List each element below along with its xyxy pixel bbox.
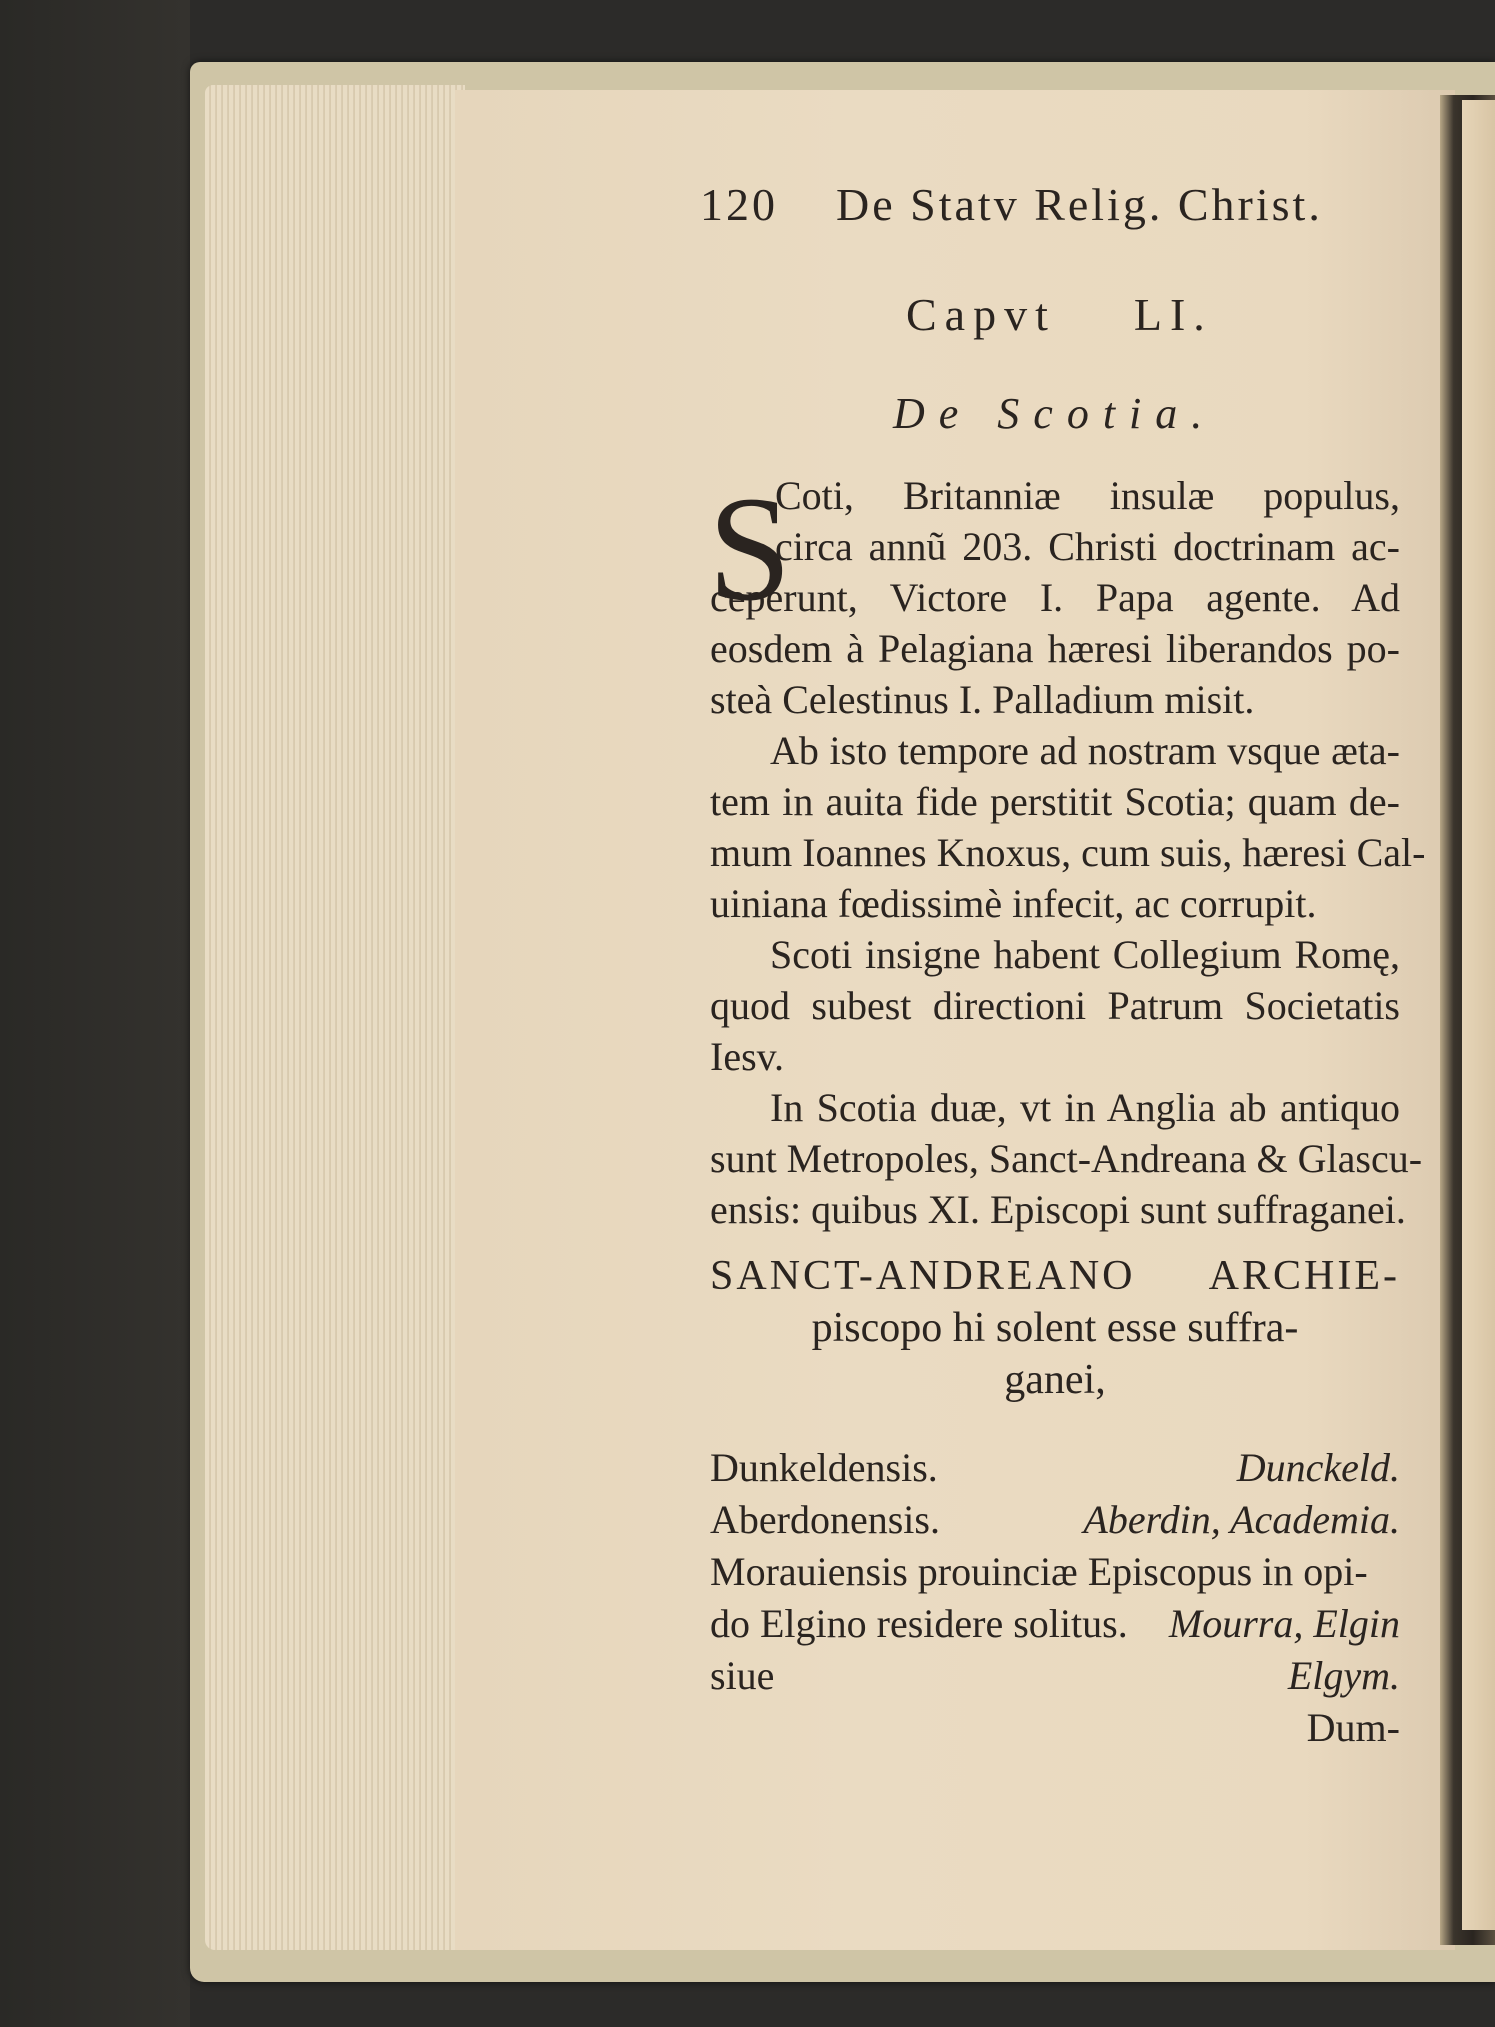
chapter-numeral: LI. — [1133, 289, 1213, 340]
diocese-vernacular: Aberdin, Academia. — [1083, 1497, 1400, 1542]
text-line: tem in auita fide perstitit Scotia; quam de- — [710, 779, 1400, 824]
text-line: ceperunt, Victore I. Papa agente. Ad — [710, 575, 1400, 620]
text-line: steà Celestinus I. Palladium misit. — [710, 677, 1255, 722]
paragraph-3 — [710, 929, 1400, 1082]
section-heading-line: SANCT-ANDREANO ARCHIE- — [710, 1253, 1400, 1299]
list-item — [710, 1546, 1400, 1598]
paragraph-1 — [708, 466, 1400, 725]
background — [0, 0, 190, 2027]
text-line: Scoti insigne habent Collegium Romę, — [770, 932, 1400, 977]
diocese-latin: Dunkeldensis. — [710, 1445, 938, 1490]
text-line: uiniana fœdissimè infecit, ac corrupit. — [710, 881, 1317, 926]
running-title: De Statv Relig. Christ. — [836, 179, 1323, 230]
chapter-word: Capvt — [906, 289, 1056, 340]
diocese-list — [710, 1442, 1400, 1754]
text-line: mum Ioannes Knoxus, cum suis, hæresi Cal- — [710, 830, 1426, 875]
page-number: 120 — [700, 179, 778, 230]
list-item — [710, 1494, 1400, 1546]
chapter-subtitle: De Scotia. — [893, 389, 1217, 438]
text-line: In Scotia duæ, vt in Anglia ab antiquo — [770, 1085, 1400, 1130]
drop-capital: S — [708, 466, 792, 632]
diocese-latin: siue — [710, 1653, 775, 1698]
section-heading-line: ganei, — [1004, 1357, 1106, 1403]
list-item — [710, 1442, 1400, 1494]
section-heading — [710, 1250, 1400, 1406]
text-line: quod subest directioni Patrum Societatis — [710, 983, 1400, 1028]
page-edges — [205, 85, 465, 1950]
paragraph-2 — [710, 725, 1426, 929]
facing-page-edge — [1462, 100, 1495, 1930]
catchword: Dum- — [1306, 1705, 1400, 1750]
list-item — [710, 1598, 1400, 1650]
diocese-latin: Aberdonensis. — [710, 1497, 940, 1542]
text-line: ensis: quibus XI. Episcopi sunt suffraganei. — [710, 1187, 1406, 1232]
text-line: Coti, Britanniæ insulæ populus, — [775, 473, 1400, 518]
diocese-latin: do Elgino residere solitus. — [710, 1601, 1128, 1646]
paragraph-4 — [710, 1082, 1423, 1235]
text-line: circa annũ 203. Christi doctrinam ac- — [775, 524, 1400, 569]
text-line: eosdem à Pelagiana hæresi liberandos po- — [710, 626, 1400, 671]
body-text — [708, 466, 1426, 1235]
diocese-vernacular: Mourra, Elgin — [1168, 1601, 1400, 1646]
diocese-latin: Morauiensis prouinciæ Episcopus in opi- — [710, 1549, 1368, 1594]
list-item — [710, 1650, 1400, 1702]
diocese-vernacular: Elgym. — [1287, 1653, 1400, 1698]
diocese-vernacular: Dunckeld. — [1236, 1445, 1400, 1490]
text-line: sunt Metropoles, Sanct-Andreana & Glascu- — [710, 1136, 1423, 1181]
running-header — [700, 178, 1323, 231]
chapter-heading — [906, 288, 1213, 341]
section-heading-line: piscopo hi solent esse suffra- — [811, 1305, 1299, 1351]
text-line: Iesv. — [710, 1034, 785, 1079]
text-line: Ab isto tempore ad nostram vsque æta- — [770, 728, 1400, 773]
